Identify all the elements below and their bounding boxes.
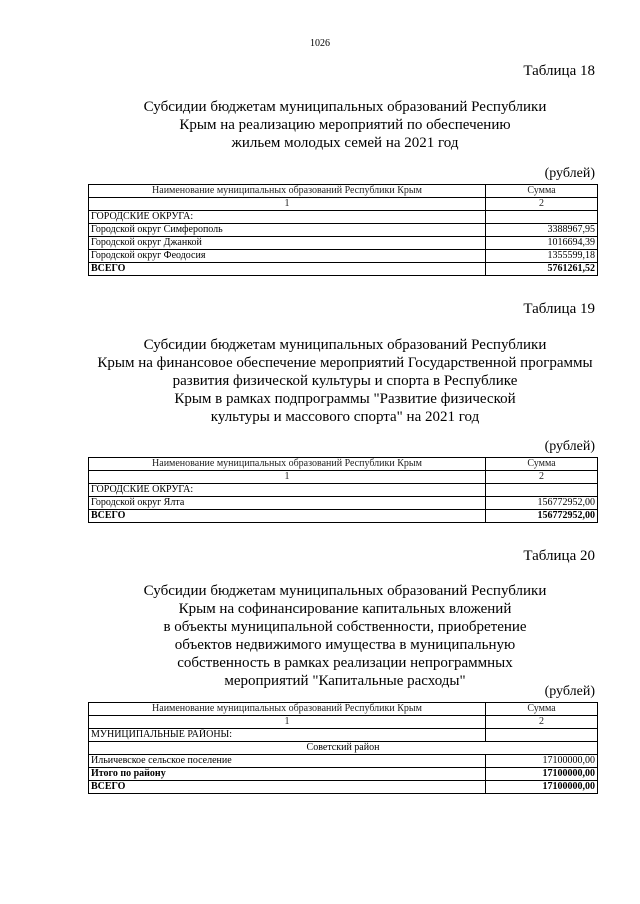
district-label: Советский район: [89, 742, 598, 755]
title-line: в объекты муниципальной собственности, приобретение: [163, 619, 527, 635]
row-name: Городской округ Джанкой: [89, 237, 486, 250]
section-row: [89, 211, 598, 224]
title-line: Крым на софинансирование капитальных вложений: [178, 601, 512, 617]
row-name: Городской округ Ялта: [89, 497, 486, 510]
table-header-row: [89, 458, 598, 471]
row-sum: 1016694,39: [486, 237, 598, 250]
header-name: Наименование муниципальных образований Республики Крым: [89, 185, 486, 198]
total-row: [89, 510, 598, 523]
table-18-label: Таблица 18: [523, 63, 595, 79]
table-20-unit: (рублей): [544, 684, 595, 699]
table-18-title: [60, 98, 630, 152]
header-name: Наименование муниципальных образований Республики Крым: [89, 703, 486, 716]
table-row: [89, 497, 598, 510]
table-row: [89, 237, 598, 250]
header-sum: Сумма: [486, 185, 598, 198]
total-row: [89, 263, 598, 276]
subtotal-row: [89, 768, 598, 781]
row-sum: 1355599,18: [486, 250, 598, 263]
row-name: Городской округ Феодосия: [89, 250, 486, 263]
col-number-1: 1: [89, 198, 486, 211]
row-sum: 17100000,00: [486, 755, 598, 768]
row-name: Ильичевское сельское поселение: [89, 755, 486, 768]
table-row: [89, 755, 598, 768]
table-row: [89, 224, 598, 237]
title-line: Крым на реализацию мероприятий по обеспечению: [179, 117, 511, 133]
table-19-unit: (рублей): [544, 439, 595, 454]
total-label: ВСЕГО: [89, 510, 486, 523]
table-row: [89, 250, 598, 263]
title-line: мероприятий "Капитальные расходы": [224, 673, 466, 689]
table-header-row: [89, 185, 598, 198]
col-number-1: 1: [89, 716, 486, 729]
total-label: ВСЕГО: [89, 263, 486, 276]
column-number-row: [89, 198, 598, 211]
table-20-title: [60, 582, 630, 690]
section-label: ГОРОДСКИЕ ОКРУГА:: [89, 484, 486, 497]
district-row: [89, 742, 598, 755]
subtotal-sum: 17100000,00: [486, 768, 598, 781]
table-18: [88, 184, 598, 276]
section-row: [89, 484, 598, 497]
row-sum: 3388967,95: [486, 224, 598, 237]
total-sum: 156772952,00: [486, 510, 598, 523]
title-line: объектов недвижимого имущества в муниципальную: [174, 637, 516, 653]
title-line: развития физической культуры и спорта в Республике: [172, 373, 518, 389]
title-line: Субсидии бюджетам муниципальных образований Республики: [143, 99, 547, 115]
section-row: [89, 729, 598, 742]
total-sum: 5761261,52: [486, 263, 598, 276]
table-18-unit: (рублей): [544, 166, 595, 181]
title-line: Крым в рамках подпрограммы "Развитие физической: [174, 391, 516, 407]
title-line: Субсидии бюджетам муниципальных образований Республики: [143, 583, 547, 599]
header-name: Наименование муниципальных образований Республики Крым: [89, 458, 486, 471]
row-name: Городской округ Симферополь: [89, 224, 486, 237]
col-number-1: 1: [89, 471, 486, 484]
section-label: ГОРОДСКИЕ ОКРУГА:: [89, 211, 486, 224]
title-line: Крым на финансовое обеспечение мероприятий Государственной программы: [97, 355, 593, 371]
title-line: жильем молодых семей на 2021 год: [231, 135, 459, 151]
table-19-title: [60, 336, 630, 426]
title-line: собственность в рамках реализации непрограммных: [177, 655, 513, 671]
row-sum: 156772952,00: [486, 497, 598, 510]
table-header-row: [89, 703, 598, 716]
title-line: культуры и массового спорта" на 2021 год: [210, 409, 480, 425]
table-19: [88, 457, 598, 523]
column-number-row: [89, 471, 598, 484]
column-number-row: [89, 716, 598, 729]
title-line: Субсидии бюджетам муниципальных образований Республики: [143, 337, 547, 353]
section-label: МУНИЦИПАЛЬНЫЕ РАЙОНЫ:: [89, 729, 486, 742]
table-19-label: Таблица 19: [523, 301, 595, 317]
page-number: 1026: [310, 38, 330, 49]
table-20: [88, 702, 598, 794]
col-number-2: 2: [486, 198, 598, 211]
total-label: ВСЕГО: [89, 781, 486, 794]
table-20-label: Таблица 20: [523, 548, 595, 564]
total-sum: 17100000,00: [486, 781, 598, 794]
col-number-2: 2: [486, 716, 598, 729]
header-sum: Сумма: [486, 458, 598, 471]
col-number-2: 2: [486, 471, 598, 484]
header-sum: Сумма: [486, 703, 598, 716]
subtotal-label: Итого по району: [89, 768, 486, 781]
total-row: [89, 781, 598, 794]
